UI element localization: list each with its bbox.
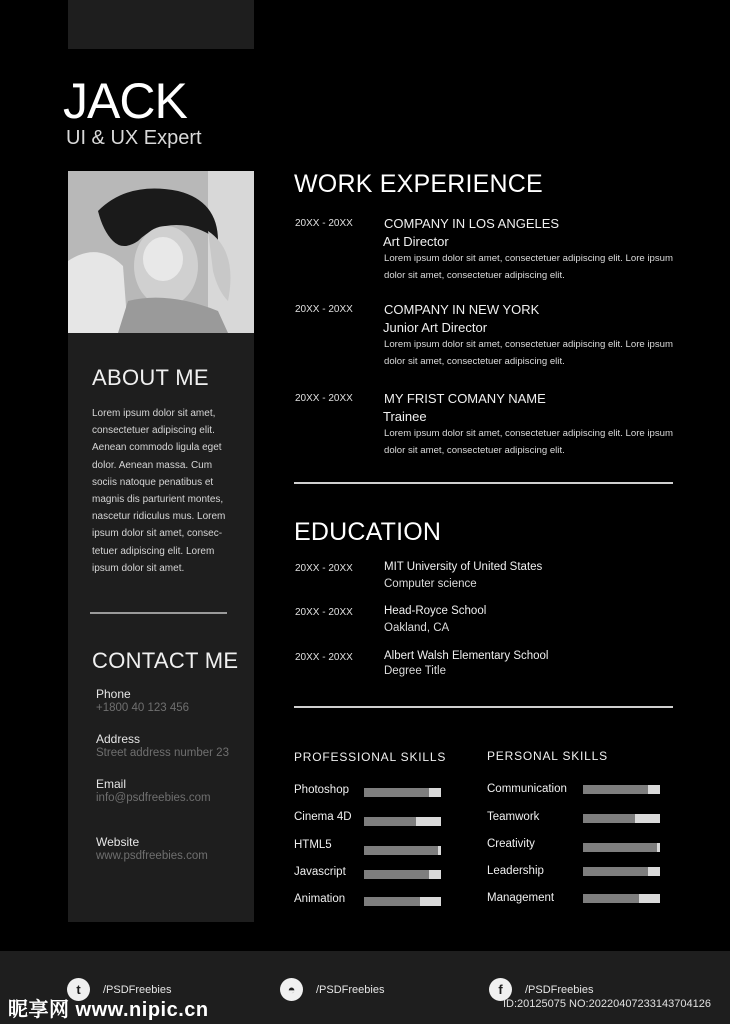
education-item-detail: Computer science	[384, 578, 477, 590]
skill-name: Cinema 4D	[294, 811, 352, 823]
work-item-description: Lorem ipsum dolor sit amet, consectetuer adipiscing elit. Lore ipsum dolor sit amet, consectetuer adipiscing elit.	[384, 428, 674, 456]
sidebar	[68, 171, 254, 922]
contact-me-heading: CONTACT ME	[92, 648, 239, 673]
education-item-date: 20XX - 20XX	[295, 652, 353, 663]
about-me-heading: ABOUT ME	[92, 365, 209, 390]
skill-bar-fill	[364, 817, 416, 826]
watermark-site: 昵享网 www.nipic.cn	[8, 999, 209, 1021]
skill-name: HTML5	[294, 839, 332, 851]
education-item-date: 20XX - 20XX	[295, 563, 353, 574]
section-divider	[294, 482, 673, 484]
social-handle: /PSDFreebies	[525, 983, 594, 996]
work-item-description: Lorem ipsum dolor sit amet, consectetuer adipiscing elit. Lore ipsum dolor sit amet, consectetuer adipiscing elit.	[384, 253, 674, 281]
education-item-detail: Degree Title	[384, 665, 447, 677]
work-item-company: MY FRIST COMANY NAME	[384, 391, 546, 406]
header-tab-decoration	[68, 0, 254, 49]
skill-bar-fill	[364, 897, 420, 906]
skill-bar	[583, 867, 660, 876]
skill-bar	[583, 785, 660, 794]
twitter-icon: t	[67, 978, 90, 1001]
work-item-description: Lorem ipsum dolor sit amet, consectetuer adipiscing elit. Lore ipsum dolor sit amet, consectetuer adipiscing elit.	[384, 339, 674, 367]
skill-bar-fill	[583, 894, 639, 903]
contact-address-value: Street address number 23	[96, 747, 229, 759]
resume-role: UI & UX Expert	[66, 127, 202, 149]
work-item-company: COMPANY IN NEW YORK	[384, 302, 540, 317]
skill-name: Creativity	[487, 838, 535, 850]
skill-name: Management	[487, 892, 555, 904]
skill-bar-fill	[583, 867, 648, 876]
education-item-school: MIT University of United States	[384, 561, 543, 573]
contact-email-value: info@psdfreebies.com	[96, 792, 211, 804]
skill-bar-fill	[364, 788, 429, 797]
skill-bar	[364, 870, 441, 879]
watermark-id: ID:20125075 NO:20220407233143704126	[503, 998, 711, 1010]
skill-bar-fill	[583, 843, 657, 852]
section-divider	[294, 706, 673, 708]
education-heading: EDUCATION	[294, 518, 442, 546]
contact-website-label: Website	[96, 835, 140, 849]
professional-skills-heading: PROFESSIONAL SKILLS	[294, 750, 447, 764]
personal-skills-heading: PERSONAL SKILLS	[487, 749, 608, 763]
work-item-title: Junior Art Director	[383, 320, 488, 335]
skill-bar	[583, 843, 660, 852]
skill-bar	[583, 894, 660, 903]
education-item-detail: Oakland, CA	[384, 622, 450, 634]
work-item-title: Trainee	[383, 409, 427, 424]
skill-bar	[364, 788, 441, 797]
education-item-school: Head-Royce School	[384, 605, 487, 617]
profile-photo	[68, 171, 254, 333]
skill-bar-fill	[364, 870, 429, 879]
skill-bar-fill	[583, 785, 648, 794]
work-item-date: 20XX - 20XX	[295, 393, 353, 404]
work-item-company: COMPANY IN LOS ANGELES	[384, 216, 560, 231]
footer	[0, 951, 730, 1024]
work-item-title: Art Director	[383, 234, 449, 249]
social-dribbble-link[interactable]	[280, 978, 384, 1001]
skill-bar	[364, 897, 441, 906]
facebook-icon: f	[489, 978, 512, 1001]
contact-website-value: www.psdfreebies.com	[96, 850, 208, 862]
skill-bar-fill	[364, 846, 438, 855]
resume-name: JACK	[63, 73, 187, 129]
education-item-school: Albert Walsh Elementary School	[384, 650, 549, 662]
skill-name: Teamwork	[487, 811, 540, 823]
contact-email-label: Email	[96, 777, 127, 791]
skill-name: Leadership	[487, 865, 544, 877]
work-experience-heading: WORK EXPERIENCE	[294, 170, 543, 198]
skill-name: Communication	[487, 783, 567, 795]
social-handle: /PSDFreebies	[316, 983, 385, 996]
social-handle: /PSDFreebies	[103, 983, 172, 996]
skill-name: Photoshop	[294, 784, 349, 796]
contact-phone-label: Phone	[96, 687, 131, 701]
education-item-date: 20XX - 20XX	[295, 607, 353, 618]
contact-address-label: Address	[96, 732, 141, 746]
contact-phone-value: +1800 40 123 456	[96, 702, 190, 714]
work-item-date: 20XX - 20XX	[295, 304, 353, 315]
skill-bar	[583, 814, 660, 823]
skill-bar	[364, 817, 441, 826]
dribbble-icon: ◓	[280, 978, 303, 1001]
skill-bar-fill	[583, 814, 635, 823]
skill-bar	[364, 846, 441, 855]
work-item-date: 20XX - 20XX	[295, 218, 353, 229]
skill-name: Animation	[294, 893, 346, 905]
about-me-text: Lorem ipsum dolor sit amet, consectetuer adipiscing elit. Aenean commodo ligula eget dolor. Aenean massa. Cum sociis natoque penatibus et magnis dis parturient montes, nascetur ridiculus mus. Lorem ipsum dolor sit amet, consec-tetuer adipiscing elit. Lorem ipsum dolor sit amet.	[92, 408, 226, 574]
sidebar-divider	[90, 612, 227, 614]
skill-name: Javascript	[294, 866, 346, 878]
